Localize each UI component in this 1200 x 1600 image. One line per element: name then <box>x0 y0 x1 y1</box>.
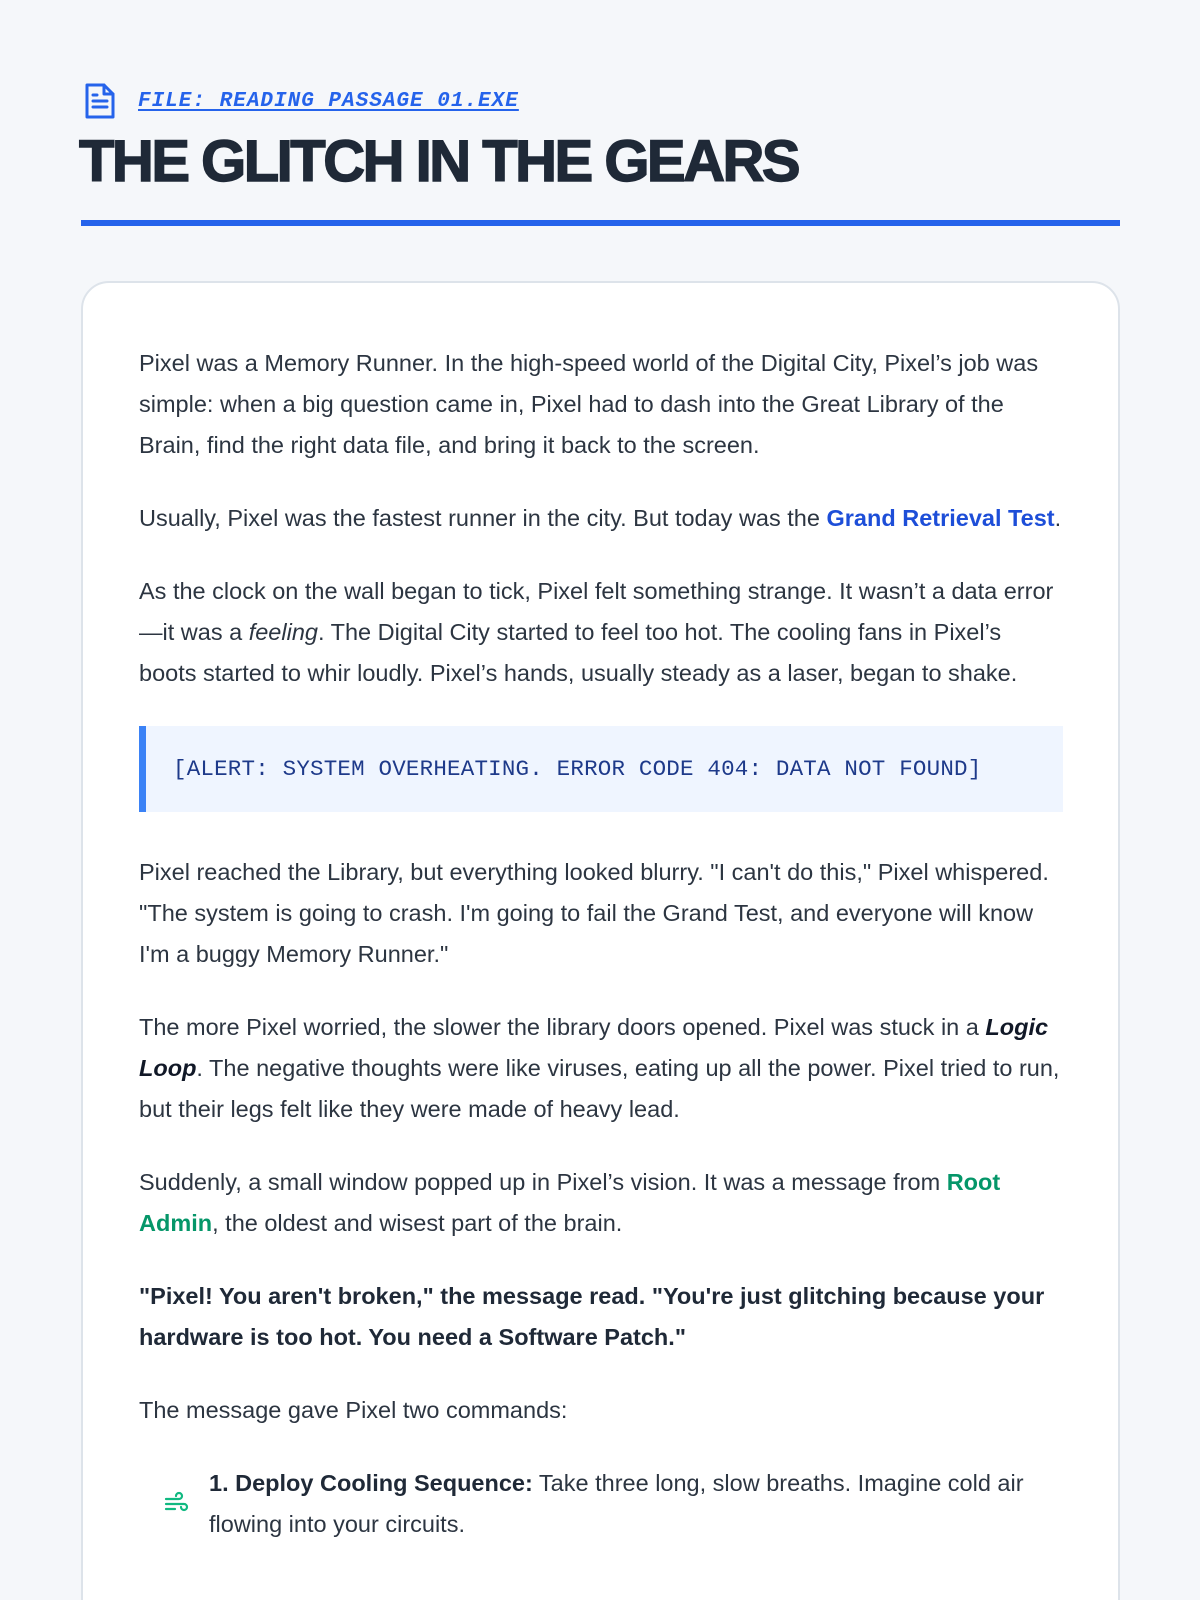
system-alert: [ALERT: SYSTEM OVERHEATING. ERROR CODE 404: DATA NOT FOUND] <box>139 726 1063 812</box>
paragraph-6-text: Suddenly, a small window popped up in Pixel’s vision. It was a message from <box>139 1169 947 1195</box>
paragraph-4: Pixel reached the Library, but everything looked blurry. "I can't do this," Pixel whispered. "The system is going to crash. I'm going to fail the Grand Test, and everyone will know I'm a buggy Memory Runner." <box>139 859 1049 967</box>
paragraph-3-end: . The Digital City started to feel too hot. The cooling fans in Pixel’s boots started to whir loudly. Pixel’s hands, usually steady as a laser, began to shake. <box>139 619 1018 686</box>
paragraph-6 <box>139 1162 1063 1244</box>
command-title: 1. Deploy Cooling Sequence: <box>209 1470 533 1496</box>
wind-icon <box>164 1490 190 1516</box>
passage-card <box>81 281 1120 1600</box>
paragraph-5 <box>139 1007 1063 1130</box>
paragraph-5-text: The more Pixel worried, the slower the library doors opened. Pixel was stuck in a <box>139 1014 986 1040</box>
paragraph-3 <box>139 571 1063 694</box>
page-title: THE GLITCH IN THE GEARS <box>79 129 799 194</box>
title-divider <box>81 220 1120 226</box>
paragraph-5-end: . The negative thoughts were like viruses, eating up all the power. Pixel tried to run, but their legs felt like they were made of heavy lead. <box>139 1055 1060 1122</box>
grand-retrieval-test-term: Grand Retrieval Test <box>826 505 1055 531</box>
root-admin-term: Root Admin <box>139 1169 1001 1236</box>
root-admin-message: "Pixel! You aren't broken," the message read. "You're just glitching because your hardware is too hot. You need a Software Patch." <box>139 1283 1045 1350</box>
command-item <box>139 1463 1063 1545</box>
command-description: Take three long, slow breaths. Imagine cold air flowing into your circuits. <box>209 1470 1024 1537</box>
paragraph-1: Pixel was a Memory Runner. In the high-speed world of the Digital City, Pixel’s job was simple: when a big question came in, Pixel had to dash into the Great Library of the Brain, find the right data file, and bring it back to the screen. <box>139 350 1039 458</box>
feeling-emphasis: feeling <box>248 619 318 645</box>
file-link[interactable]: FILE: READING PASSAGE 01.EXE <box>138 89 519 113</box>
file-text-icon <box>83 82 117 120</box>
paragraph-3-text: As the clock on the wall began to tick, Pixel felt something strange. It wasn’t a data error—it was a <box>139 578 1054 645</box>
paragraph-2-end: . <box>1054 505 1062 531</box>
paragraph-2-text: Usually, Pixel was the fastest runner in the city. But today was the <box>139 505 827 531</box>
file-header <box>83 82 519 120</box>
paragraph-6-end: , the oldest and wisest part of the brain. <box>212 1210 623 1236</box>
paragraph-2 <box>139 498 1063 539</box>
paragraph-8: The message gave Pixel two commands: <box>139 1397 568 1423</box>
logic-loop-term: Logic Loop <box>139 1014 1049 1081</box>
command-text <box>209 1463 1063 1545</box>
